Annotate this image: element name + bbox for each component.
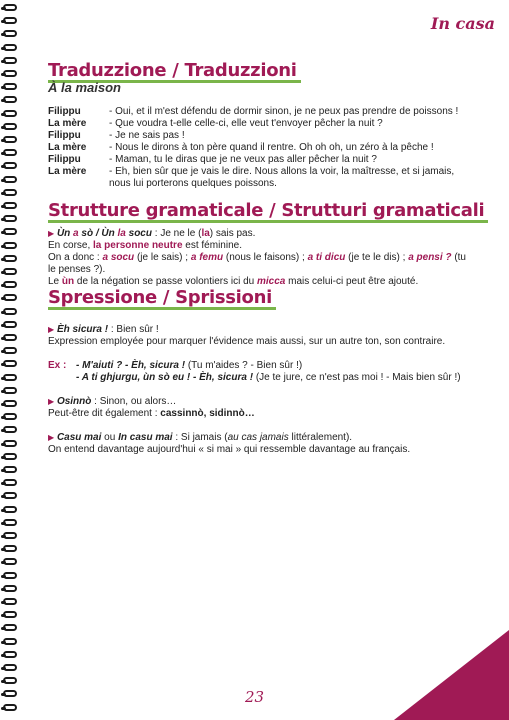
- spiral-ring: [3, 17, 17, 24]
- spiral-ring: [3, 440, 17, 447]
- grammar-example: [48, 228, 468, 240]
- spiral-ring: [3, 83, 17, 90]
- text: sò / Ùn: [78, 228, 118, 239]
- expression-description: Expression employée pour marquer l'évidence mais aussi, sur un autre ton, son contraire.: [48, 336, 446, 347]
- spiral-ring: [3, 479, 17, 486]
- spiral-ring: [3, 651, 17, 658]
- spiral-ring: [3, 294, 17, 301]
- highlight: a socu: [102, 252, 135, 263]
- text: Le: [48, 276, 62, 287]
- dialogue-line: - Maman, tu le diras que je ne veux pas aller pêcher la nuit ?: [109, 154, 377, 165]
- text: cassinnò, sidinnò…: [160, 408, 255, 419]
- expression-term: In casu mai: [118, 432, 173, 443]
- spiral-ring: [3, 255, 17, 262]
- dialogue-line: - Nous le dirons à ton père quand il rentre. Oh oh oh, un zéro à la pêche !: [109, 142, 434, 153]
- speaker: Filippu: [48, 130, 81, 141]
- expression-item: [48, 324, 468, 336]
- text: (tu le penses ?).: [48, 252, 466, 275]
- spiral-ring: [3, 30, 17, 37]
- section-title-spressione: [48, 287, 272, 308]
- section-subtitle: À la maison: [48, 80, 121, 95]
- example-row: [48, 372, 468, 384]
- spiral-ring: [3, 281, 17, 288]
- section-title-traduzione: [48, 60, 297, 81]
- spiral-ring: [3, 638, 17, 645]
- section-title-text: Strutture gramaticale / Strutturi gramaticali: [48, 200, 485, 221]
- grammar-block: [48, 228, 468, 288]
- spiral-ring: [3, 149, 17, 156]
- spiral-ring: [3, 334, 17, 341]
- spiral-ring: [3, 44, 17, 51]
- spiral-binding: [0, 0, 22, 720]
- spiral-ring: [3, 70, 17, 77]
- spiral-ring: [3, 466, 17, 473]
- text: : Je ne le (: [151, 228, 202, 239]
- text: (je le sais) ;: [134, 252, 191, 263]
- page-number: 23: [244, 688, 265, 706]
- speaker: Filippu: [48, 154, 81, 165]
- highlight: la: [201, 228, 210, 239]
- spiral-ring: [3, 162, 17, 169]
- text: ) sais pas.: [209, 228, 256, 239]
- dialogue: [48, 106, 468, 190]
- expression-term: Osinnò: [56, 396, 92, 407]
- text: (nous le faisons) ;: [223, 252, 308, 263]
- expression-item: [48, 396, 468, 408]
- text: au cas jamais: [227, 432, 289, 443]
- grammar-term: [57, 228, 152, 239]
- dialogue-line: - Oui, et il m'est défendu de dormir sinon, je ne peux pas prendre de poissons !: [109, 106, 459, 117]
- example-term: - A ti ghjurgu, ùn sò eu ! - Èh, sicura !: [76, 372, 254, 383]
- bullet-triangle-icon: ▶: [48, 325, 55, 334]
- spiral-ring: [3, 413, 17, 420]
- text: littéralement).: [288, 432, 353, 443]
- spiral-ring: [3, 189, 17, 196]
- spiral-ring: [3, 545, 17, 552]
- spiral-ring: [3, 123, 17, 130]
- text: (Je te jure, ce n'est pas moi ! - Mais bien sûr !): [253, 372, 461, 383]
- spiral-ring: [3, 387, 17, 394]
- expression-term: Casu mai: [56, 432, 102, 443]
- spiral-ring: [3, 598, 17, 605]
- expression-term: Èh sicura !: [56, 324, 109, 335]
- chapter-tag: In casa: [430, 14, 495, 33]
- spiral-ring: [3, 585, 17, 592]
- expression-description: [48, 408, 468, 420]
- text: Ùn: [56, 228, 74, 239]
- example-row: [48, 360, 468, 372]
- text: de la négation se passe volontiers ici du: [74, 276, 258, 287]
- spiral-ring: [3, 611, 17, 618]
- spiral-ring: [3, 242, 17, 249]
- spiral-ring: [3, 664, 17, 671]
- spiral-ring: [3, 347, 17, 354]
- grammar-line: [48, 252, 468, 276]
- spiral-ring: [3, 519, 17, 526]
- dialogue-row: [48, 142, 468, 154]
- text: ou: [101, 432, 119, 443]
- highlight: la: [117, 228, 126, 239]
- text: socu: [125, 228, 152, 239]
- grammar-line: [48, 240, 468, 252]
- spiral-ring: [3, 492, 17, 499]
- dialogue-row: [48, 154, 468, 166]
- expression-description: On entend davantage aujourd'hui « si mai » qui ressemble davantage au français.: [48, 444, 411, 455]
- example-term: - M'aiuti ? - Èh, sicura !: [76, 360, 186, 371]
- text: Peut-être dit également :: [48, 408, 161, 419]
- text: : Si jamais (: [172, 432, 228, 443]
- highlight: a pensi ?: [408, 252, 452, 263]
- bullet-triangle-icon: ▶: [48, 229, 55, 238]
- dialogue-row: [48, 106, 468, 118]
- spiral-ring: [3, 176, 17, 183]
- spiral-ring: [3, 4, 17, 11]
- expression-block: [48, 324, 468, 456]
- text: (Tu m'aides ? - Bien sûr !): [185, 360, 303, 371]
- bullet-triangle-icon: ▶: [48, 397, 55, 406]
- text: : Bien sûr !: [108, 324, 159, 335]
- spiral-ring: [3, 57, 17, 64]
- dialogue-row: [48, 130, 468, 142]
- spiral-ring: [3, 532, 17, 539]
- spiral-ring: [3, 228, 17, 235]
- text: est féminine.: [182, 240, 242, 251]
- spiral-ring: [3, 136, 17, 143]
- dialogue-line: - Eh, bien sûr que je vais le dire. Nous allons la voir, la maîtresse, et si jamais, nous lui porterons quelques poissons.: [109, 166, 455, 189]
- spiral-ring: [3, 426, 17, 433]
- highlight: la personne neutre: [93, 240, 183, 251]
- spiral-ring: [3, 202, 17, 209]
- speaker: La mère: [48, 142, 87, 153]
- section-title-text: Traduzzione / Traduzzioni: [48, 60, 297, 81]
- spiral-ring: [3, 572, 17, 579]
- dialogue-row: [48, 166, 468, 190]
- dialogue-line: - Je ne sais pas !: [109, 130, 185, 141]
- speaker: La mère: [48, 166, 87, 177]
- spiral-ring: [3, 506, 17, 513]
- spiral-ring: [3, 268, 17, 275]
- section-title-strutture: [48, 200, 484, 221]
- corner-decoration: [394, 630, 509, 720]
- dialogue-row: [48, 118, 468, 130]
- speaker: La mère: [48, 118, 87, 129]
- text: On a donc :: [48, 252, 103, 263]
- text: (je te le dis) ;: [345, 252, 409, 263]
- dialogue-line: - Que voudra t-elle celle-ci, elle veut t'envoyer pêcher la nuit ?: [109, 118, 383, 129]
- spiral-ring: [3, 400, 17, 407]
- spiral-ring: [3, 110, 17, 117]
- spiral-ring: [3, 624, 17, 631]
- section-title-text: Spressione / Sprissioni: [48, 287, 272, 308]
- spiral-ring: [3, 360, 17, 367]
- text: : Sinon, ou alors…: [91, 396, 177, 407]
- speaker: Filippu: [48, 106, 81, 117]
- highlight: a femu: [190, 252, 224, 263]
- spiral-ring: [3, 453, 17, 460]
- text: En corse,: [48, 240, 94, 251]
- example-label: Ex :: [48, 360, 67, 371]
- spiral-ring: [3, 308, 17, 315]
- highlight: a: [73, 228, 79, 239]
- example-label-spacer: [48, 372, 76, 384]
- spiral-ring: [3, 677, 17, 684]
- expression-item: [48, 432, 468, 444]
- text: mais celui-ci peut être ajouté.: [285, 276, 419, 287]
- spiral-ring: [3, 215, 17, 222]
- spiral-ring: [3, 374, 17, 381]
- spiral-ring: [3, 96, 17, 103]
- bullet-triangle-icon: ▶: [48, 433, 55, 442]
- highlight: a ti dicu: [307, 252, 346, 263]
- highlight: micca: [257, 276, 286, 287]
- spiral-ring: [3, 321, 17, 328]
- highlight: ùn: [61, 276, 75, 287]
- spiral-ring: [3, 558, 17, 565]
